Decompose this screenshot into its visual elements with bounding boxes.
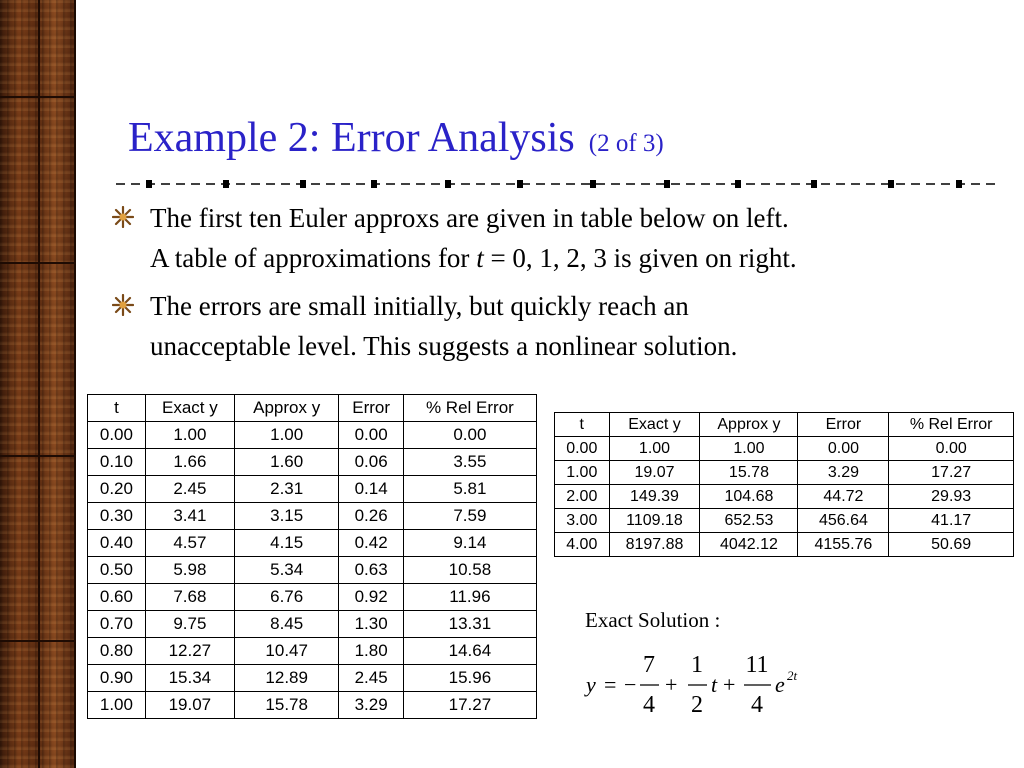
table-row (88, 422, 537, 449)
formula-y: y (586, 672, 596, 697)
table-cell: 7.59 (403, 503, 536, 530)
table-cell: 0.06 (339, 449, 403, 476)
formula-e: e (775, 672, 785, 697)
column-header: t (555, 413, 610, 437)
table-cell: 0.00 (889, 437, 1014, 461)
table-cell: 50.69 (889, 533, 1014, 557)
table-cell: 0.80 (88, 638, 146, 665)
table-row (88, 557, 537, 584)
table-cell: 9.14 (403, 530, 536, 557)
table-cell: 149.39 (609, 485, 700, 509)
formula-num1: 7 (643, 652, 655, 678)
table-cell: 1.00 (555, 461, 610, 485)
table-cell: 0.14 (339, 476, 403, 503)
table-cell: 13.31 (403, 611, 536, 638)
slide-title-main: Example 2: Error Analysis (128, 115, 575, 161)
table-cell: 1.00 (700, 437, 798, 461)
table-row (555, 509, 1014, 533)
bullet-line: The errors are small initially, but quickly reach an (150, 291, 689, 321)
table-cell: 0.63 (339, 557, 403, 584)
table-cell: 3.41 (145, 503, 234, 530)
table-cell: 0.42 (339, 530, 403, 557)
table-cell: 0.40 (88, 530, 146, 557)
bullet-line: unacceptable level. This suggests a nonlinear solution. (150, 331, 738, 361)
starburst-bullet-icon (112, 206, 134, 228)
euler-approx-table-left (87, 394, 537, 719)
table-cell: 15.78 (234, 692, 339, 719)
table-cell: 19.07 (609, 461, 700, 485)
wood-joint (0, 455, 76, 457)
table-cell: 4042.12 (700, 533, 798, 557)
table-cell: 8.45 (234, 611, 339, 638)
wood-seam (38, 0, 40, 768)
formula-minus: − (624, 672, 637, 697)
table-cell: 5.34 (234, 557, 339, 584)
bullet-item (110, 198, 990, 278)
bullet-item (110, 286, 990, 366)
table-cell: 1.00 (609, 437, 700, 461)
slide-title (128, 114, 664, 162)
column-header: t (88, 395, 146, 422)
table-cell: 12.27 (145, 638, 234, 665)
exact-solution-formula (584, 646, 824, 724)
formula-num3: 11 (745, 652, 769, 678)
table-cell: 15.96 (403, 665, 536, 692)
column-header: Approx y (700, 413, 798, 437)
variable-t: t (476, 243, 484, 273)
column-header: Exact y (609, 413, 700, 437)
bullet-text: A table of approximations for (150, 243, 477, 273)
table-cell: 6.76 (234, 584, 339, 611)
table-row (88, 611, 537, 638)
column-header: Error (339, 395, 403, 422)
table-cell: 1.60 (234, 449, 339, 476)
table-cell: 4.15 (234, 530, 339, 557)
table-cell: 0.92 (339, 584, 403, 611)
table-header-row (555, 413, 1014, 437)
table-cell: 0.26 (339, 503, 403, 530)
table-row (555, 437, 1014, 461)
formula-plus: + (723, 672, 736, 697)
table-cell: 14.64 (403, 638, 536, 665)
table-cell: 7.68 (145, 584, 234, 611)
table-cell: 0.00 (88, 422, 146, 449)
table-cell: 2.31 (234, 476, 339, 503)
table-cell: 1.80 (339, 638, 403, 665)
table-cell: 1.00 (88, 692, 146, 719)
euler-approx-table-right (554, 412, 1014, 557)
wood-joint (0, 262, 76, 264)
table-row (555, 485, 1014, 509)
table-cell: 41.17 (889, 509, 1014, 533)
table-cell: 44.72 (798, 485, 889, 509)
table-cell: 4.57 (145, 530, 234, 557)
table-cell: 3.29 (798, 461, 889, 485)
table-cell: 3.55 (403, 449, 536, 476)
table-cell: 8197.88 (609, 533, 700, 557)
table-header-row (88, 395, 537, 422)
table-cell: 0.10 (88, 449, 146, 476)
formula-den2: 2 (691, 692, 703, 718)
table-cell: 1.30 (339, 611, 403, 638)
table-cell: 4155.76 (798, 533, 889, 557)
slide-title-sub: (2 of 3) (588, 130, 664, 157)
table-cell: 0.70 (88, 611, 146, 638)
formula-equals: = (604, 672, 617, 697)
table-cell: 652.53 (700, 509, 798, 533)
table-cell: 17.27 (889, 461, 1014, 485)
starburst-bullet-icon (112, 294, 134, 316)
table-cell: 0.00 (555, 437, 610, 461)
table-cell: 0.00 (403, 422, 536, 449)
table-cell: 0.90 (88, 665, 146, 692)
table-row (88, 449, 537, 476)
table-cell: 3.15 (234, 503, 339, 530)
wood-joint (0, 640, 76, 642)
table-cell: 4.00 (555, 533, 610, 557)
wood-border-decoration (0, 0, 76, 768)
formula-den3: 4 (751, 692, 763, 718)
table-cell: 5.98 (145, 557, 234, 584)
column-header: % Rel Error (889, 413, 1014, 437)
title-divider (116, 176, 996, 192)
table-cell: 0.00 (339, 422, 403, 449)
table-cell: 15.78 (700, 461, 798, 485)
table-row (88, 503, 537, 530)
table-cell: 3.29 (339, 692, 403, 719)
table-cell: 1109.18 (609, 509, 700, 533)
table-row (88, 638, 537, 665)
table-cell: 0.50 (88, 557, 146, 584)
table-row (88, 665, 537, 692)
table-row (88, 530, 537, 557)
table-cell: 0.30 (88, 503, 146, 530)
bullet-line: The first ten Euler approxs are given in table below on left. (150, 203, 789, 233)
formula-plus: + (665, 672, 678, 697)
table-cell: 1.00 (234, 422, 339, 449)
table-cell: 0.00 (798, 437, 889, 461)
table-row (555, 461, 1014, 485)
table-cell: 11.96 (403, 584, 536, 611)
table-cell: 104.68 (700, 485, 798, 509)
table-cell: 15.34 (145, 665, 234, 692)
wood-rail (74, 0, 76, 768)
table-cell: 10.47 (234, 638, 339, 665)
table-cell: 19.07 (145, 692, 234, 719)
table-cell: 2.45 (339, 665, 403, 692)
exact-solution-label: Exact Solution : (585, 608, 721, 632)
formula-exponent: 2t (787, 668, 798, 683)
table-cell: 2.45 (145, 476, 234, 503)
table-row (88, 476, 537, 503)
table-cell: 456.64 (798, 509, 889, 533)
table-cell: 5.81 (403, 476, 536, 503)
table-cell: 12.89 (234, 665, 339, 692)
column-header: Error (798, 413, 889, 437)
formula-t: t (711, 672, 718, 697)
table-cell: 3.00 (555, 509, 610, 533)
table-cell: 1.66 (145, 449, 234, 476)
wood-joint (0, 96, 76, 98)
column-header: Exact y (145, 395, 234, 422)
table-cell: 29.93 (889, 485, 1014, 509)
table-cell: 9.75 (145, 611, 234, 638)
bullet-line (150, 238, 990, 278)
table-cell: 0.60 (88, 584, 146, 611)
column-header: % Rel Error (403, 395, 536, 422)
formula-den1: 4 (643, 692, 655, 718)
table-cell: 2.00 (555, 485, 610, 509)
column-header: Approx y (234, 395, 339, 422)
formula-num2: 1 (691, 652, 703, 678)
bullet-text: = 0, 1, 2, 3 is given on right. (483, 243, 797, 273)
table-row (555, 533, 1014, 557)
table-cell: 0.20 (88, 476, 146, 503)
table-cell: 17.27 (403, 692, 536, 719)
table-row (88, 584, 537, 611)
table-cell: 1.00 (145, 422, 234, 449)
table-cell: 10.58 (403, 557, 536, 584)
table-row (88, 692, 537, 719)
bullet-list (110, 198, 990, 374)
